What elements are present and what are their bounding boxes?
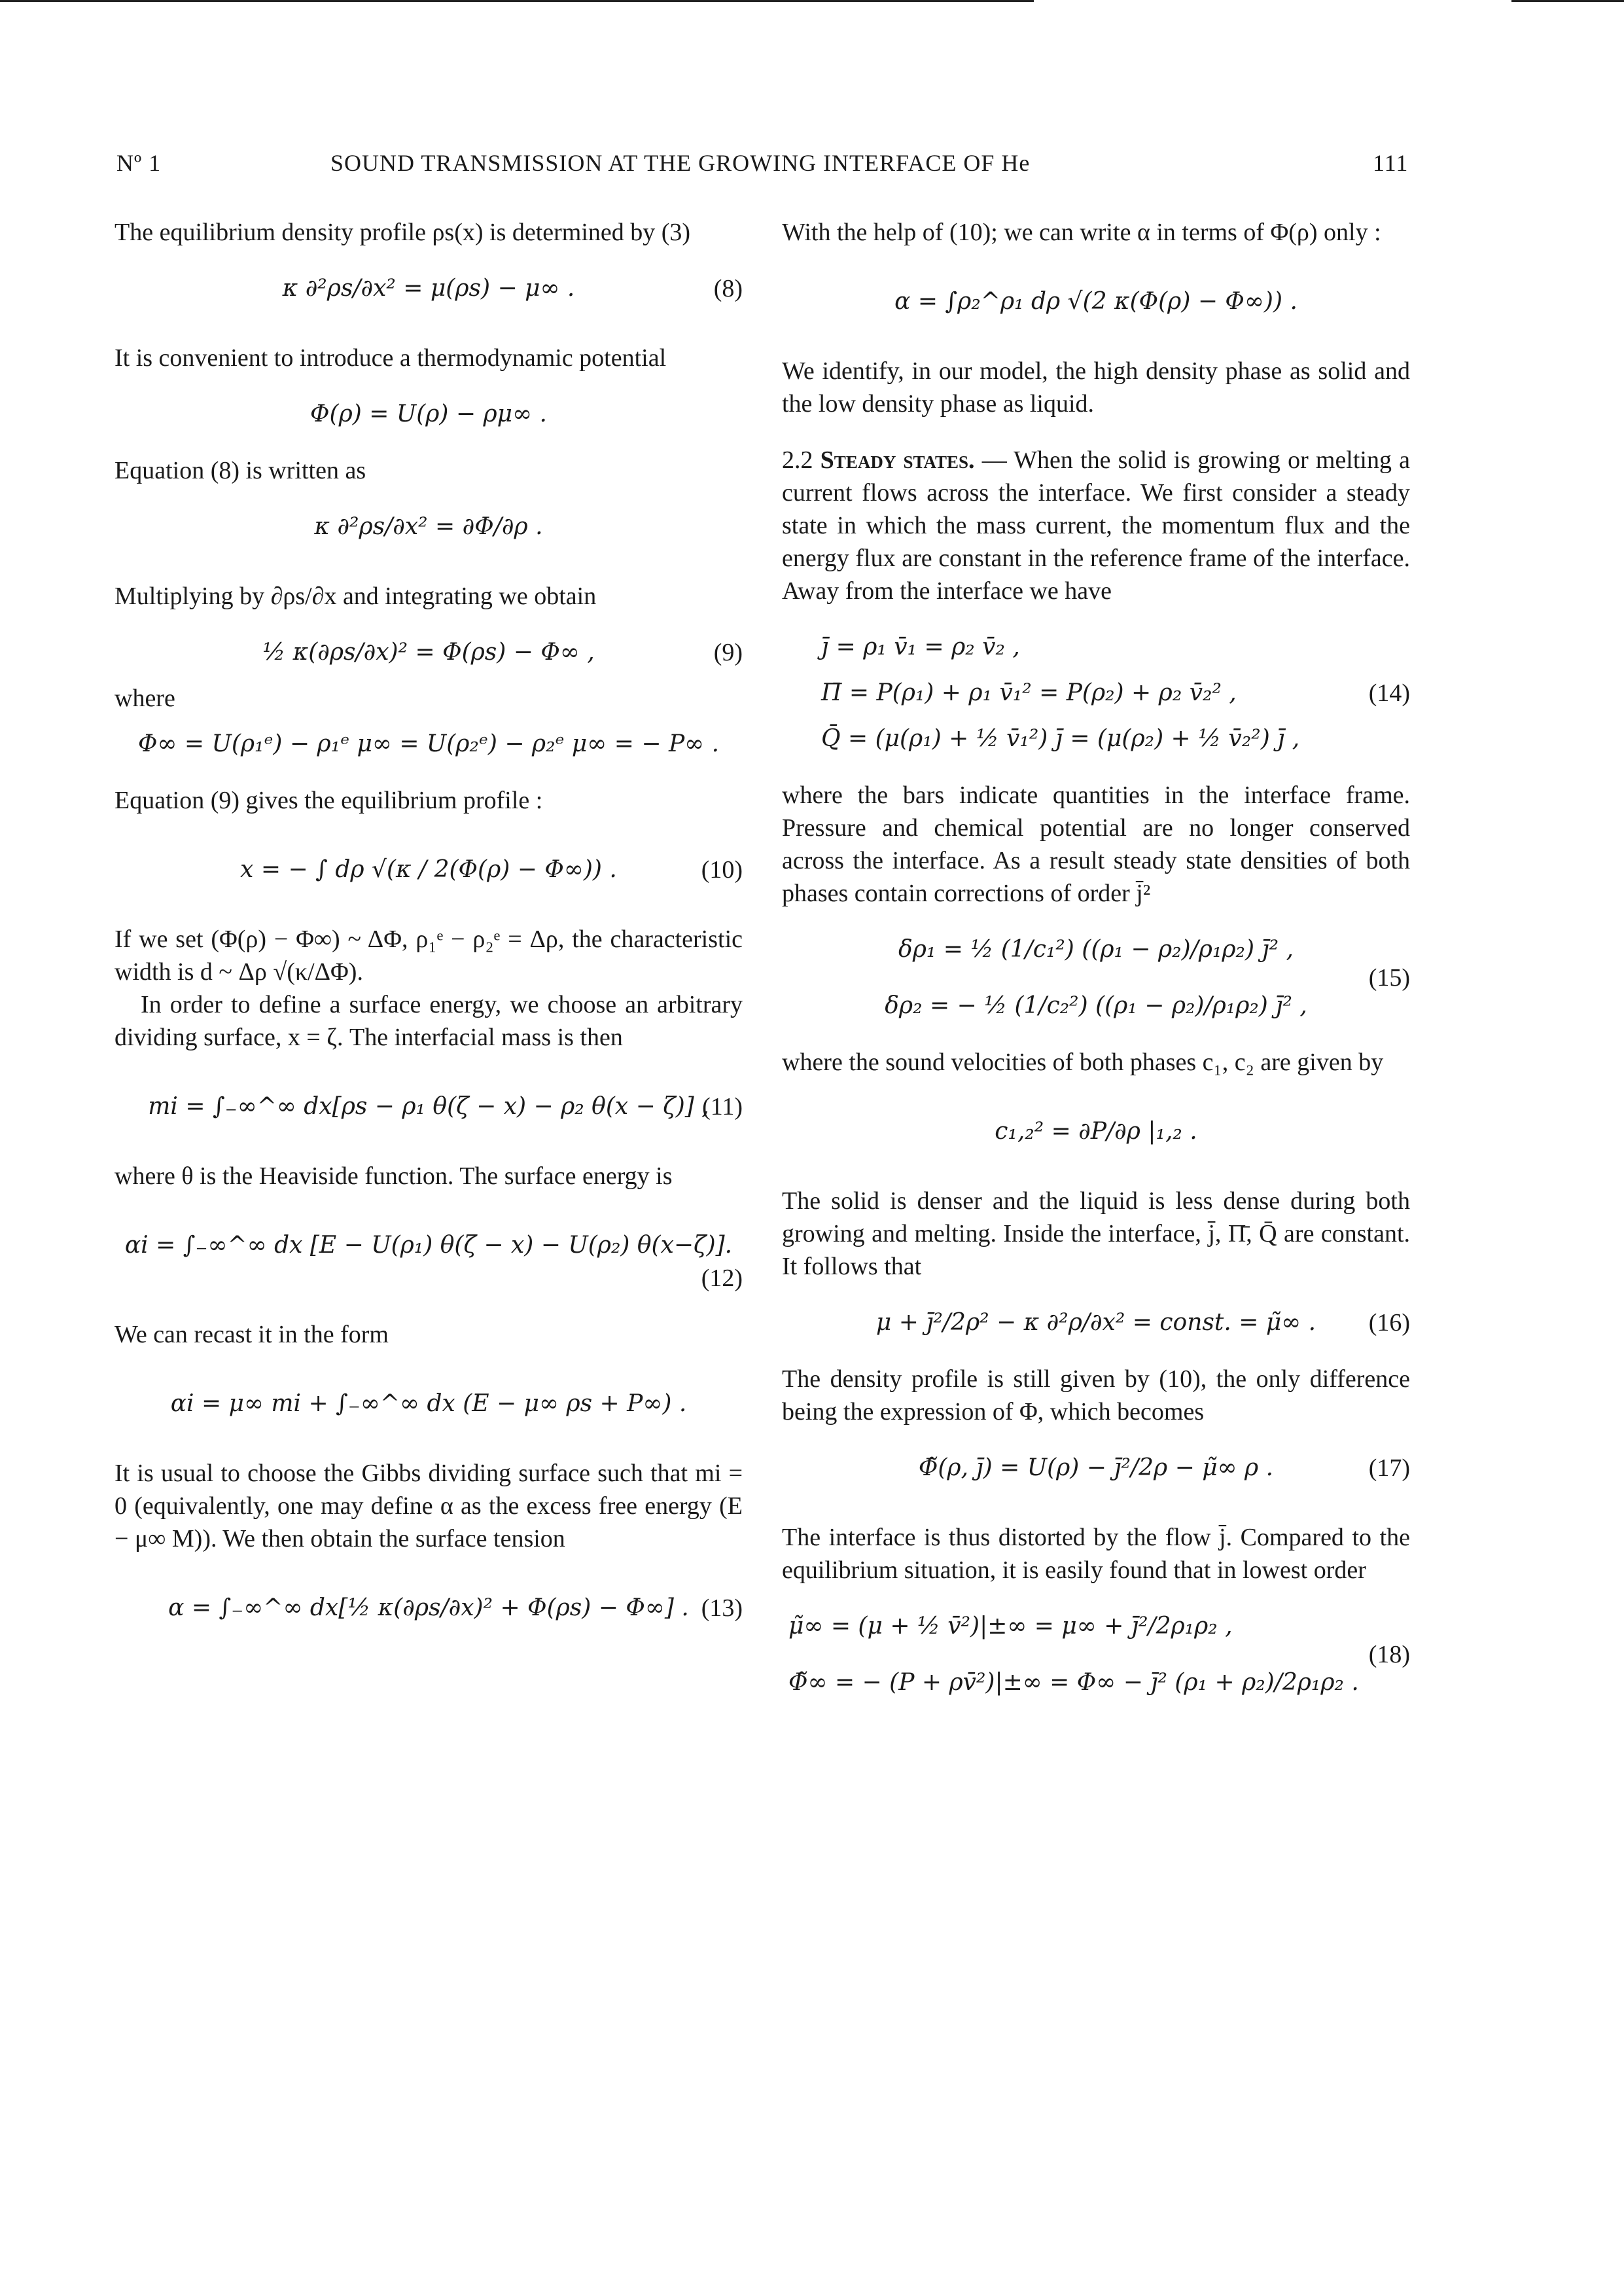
equation-phi-infinity: [115, 728, 743, 761]
paragraph: where: [115, 685, 175, 712]
equation-body: mi = ∫₋∞^∞ dx[ρs − ρ₁ θ(ζ − x) − ρ₂ θ(x − ζ)] ,: [148, 1093, 709, 1120]
paragraph: We can recast it in the form: [115, 1321, 389, 1348]
equation-line: μ̃∞ = (μ + ½ v̄²)|±∞ = μ∞ + j̄²/2ρ₁ρ₂ ,: [788, 1613, 1233, 1640]
equation-16: [782, 1306, 1410, 1339]
equation-body: ½ κ(∂ρs/∂x)² = Φ(ρs) − Φ∞ ,: [262, 639, 595, 666]
equation-sound-velocity: [782, 1115, 1410, 1148]
equation-number: (18): [1368, 1641, 1410, 1668]
paragraph: In order to define a surface energy, we choose an arbitrary dividing surface, x = ζ. The interfacial mass is then: [115, 991, 743, 1051]
equation-8: [115, 272, 743, 305]
equation-body: α = ∫ρ₂^ρ₁ dρ √(2 κ(Φ(ρ) − Φ∞)) .: [894, 288, 1297, 315]
equation-15: [782, 933, 1410, 1022]
equation-11: [115, 1090, 743, 1123]
page-number-label: Nº 1: [116, 150, 162, 176]
top-rule-left: [0, 0, 1034, 2]
equation-number: (8): [713, 275, 743, 302]
section-title: Steady states.: [820, 446, 975, 474]
paragraph: It is usual to choose the Gibbs dividing surface such that mi = 0 (equivalently, one may define α as the excess free energy (E − μ∞ M)). We then obtain the surface tension: [115, 1460, 743, 1552]
equation-line: Q̄ = (μ(ρ₁) + ½ v̄₁²) j̄ = (μ(ρ₂) + ½ v̄₂²) j̄ ,: [821, 725, 1300, 752]
equation-number: (12): [701, 1265, 743, 1292]
page-number: 111: [1373, 150, 1409, 176]
equation-8b: [115, 511, 743, 543]
section-number: 2.2: [782, 446, 813, 474]
paragraph: It is convenient to introduce a thermodynamic potential: [115, 344, 667, 372]
equation-number: (14): [1368, 679, 1410, 707]
equation-number: (17): [1368, 1454, 1410, 1482]
paragraph: The interface is thus distorted by the flow j̄. Compared to the equilibrium situation, it is easily found that in lowest order: [782, 1524, 1410, 1584]
equation-number: (15): [1368, 964, 1410, 992]
paragraph: Equation (8) is written as: [115, 457, 366, 484]
equation-body: Φ(ρ) = U(ρ) − ρμ∞ .: [310, 401, 547, 427]
equation-17: [782, 1452, 1410, 1484]
running-title: SOUND TRANSMISSION AT THE GROWING INTERFACE OF He: [330, 150, 1031, 176]
equation-line: δρ₂ = − ½ (1/c₂²) ((ρ₁ − ρ₂)/ρ₁ρ₂) j̄² ,: [885, 992, 1307, 1019]
equation-14: [782, 631, 1410, 755]
equation-body: x = − ∫ dρ √(κ / 2(Φ(ρ) − Φ∞)) .: [240, 856, 617, 883]
paragraph: Equation (9) gives the equilibrium profile :: [115, 787, 543, 814]
equation-line: δρ₁ = ½ (1/c₁²) ((ρ₁ − ρ₂)/ρ₁ρ₂) j̄² ,: [898, 936, 1294, 963]
paragraph: where θ is the Heaviside function. The surface energy is: [115, 1162, 673, 1190]
paragraph: The solid is denser and the liquid is less dense during both growing and melting. Inside the interface, j̄, Π̄, Q̄ are constant. It follows that: [782, 1187, 1410, 1280]
equation-body: κ ∂²ρs/∂x² = μ(ρs) − μ∞ .: [282, 275, 575, 302]
equation-12: [115, 1229, 743, 1262]
paragraph: where the sound velocities of both phases c₁, c₂ are given by: [782, 1049, 1384, 1076]
equation-18: [782, 1610, 1410, 1699]
equation-body: μ + j̄²/2ρ² − κ ∂²ρ/∂x² = const. = μ̃∞ .: [875, 1309, 1316, 1336]
equation-number: (9): [713, 639, 743, 666]
equation-body: αi = ∫₋∞^∞ dx [E − U(ρ₁) θ(ζ − x) − U(ρ₂) θ(x−ζ)].: [124, 1232, 733, 1259]
paragraph: where the bars indicate quantities in the interface frame. Pressure and chemical potential are no longer conserved across the interface. As a result steady state densities of both phases contain corrections of order j̄²: [782, 781, 1410, 907]
paragraph: Multiplying by ∂ρs/∂x and integrating we obtain: [115, 583, 597, 610]
equation-10: [115, 853, 743, 886]
paragraph: The equilibrium density profile ρs(x) is determined by (3): [115, 219, 691, 246]
equation-phi: [115, 398, 743, 431]
equation-number: (10): [701, 856, 743, 884]
equation-line: Φ̃∞ = − (P + ρv̄²)|±∞ = Φ∞ − j̄² (ρ₁ + ρ₂)/2ρ₁ρ₂ .: [788, 1669, 1359, 1696]
paragraph: The density profile is still given by (10), the only difference being the expression of Φ, which becomes: [782, 1365, 1410, 1426]
paragraph: We identify, in our model, the high density phase as solid and the low density phase as liquid.: [782, 357, 1410, 418]
equation-body: α = ∫₋∞^∞ dx[½ κ(∂ρs/∂x)² + Φ(ρs) − Φ∞] .: [168, 1594, 689, 1621]
equation-alpha: [782, 285, 1410, 318]
equation-number: (16): [1368, 1309, 1410, 1336]
paragraph-text: — When the solid is growing or melting a current flows across the interface. We first consider a steady state in which the mass current, the momentum flux and the energy flux are constant in the reference frame of the interface. Away from the interface we have: [782, 446, 1411, 605]
equation-9: [115, 636, 743, 669]
equation-body: κ ∂²ρs/∂x² = ∂Φ/∂ρ .: [314, 513, 543, 540]
top-rule-right: [1511, 0, 1624, 2]
equation-12-number-row: [115, 1262, 743, 1295]
equation-body: Φ̃(ρ, j̄) = U(ρ) − j̄²/2ρ − μ̃∞ ρ .: [918, 1454, 1274, 1481]
paragraph: With the help of (10); we can write α in terms of Φ(ρ) only :: [782, 219, 1381, 246]
equation-body: αi = μ∞ mi + ∫₋∞^∞ dx (E − μ∞ ρs + P∞) .: [170, 1390, 687, 1417]
equation-alpha-i: [115, 1388, 743, 1420]
equation-number: (11): [702, 1093, 743, 1121]
section-paragraph: [782, 444, 1410, 607]
equation-number: (13): [701, 1594, 743, 1622]
left-column: [115, 216, 743, 1624]
right-column: [782, 216, 1410, 1699]
equation-body: c₁,₂² = ∂P/∂ρ |₁,₂ .: [995, 1118, 1197, 1145]
equation-13: [115, 1592, 743, 1624]
equation-line: j̄ = ρ₁ v̄₁ = ρ₂ v̄₂ ,: [821, 634, 1020, 660]
paragraph: If we set (Φ(ρ) − Φ∞) ~ ΔΦ, ρ₁ᵉ − ρ₂ᵉ = Δρ, the characteristic width is d ~ Δρ √(κ/ΔΦ).: [115, 925, 743, 986]
equation-body: Φ∞ = U(ρ₁ᵉ) − ρ₁ᵉ μ∞ = U(ρ₂ᵉ) − ρ₂ᵉ μ∞ = − P∞ .: [137, 730, 720, 757]
equation-line: Π̄ = P(ρ₁) + ρ₁ v̄₁² = P(ρ₂) + ρ₂ v̄₂² ,: [821, 679, 1237, 706]
